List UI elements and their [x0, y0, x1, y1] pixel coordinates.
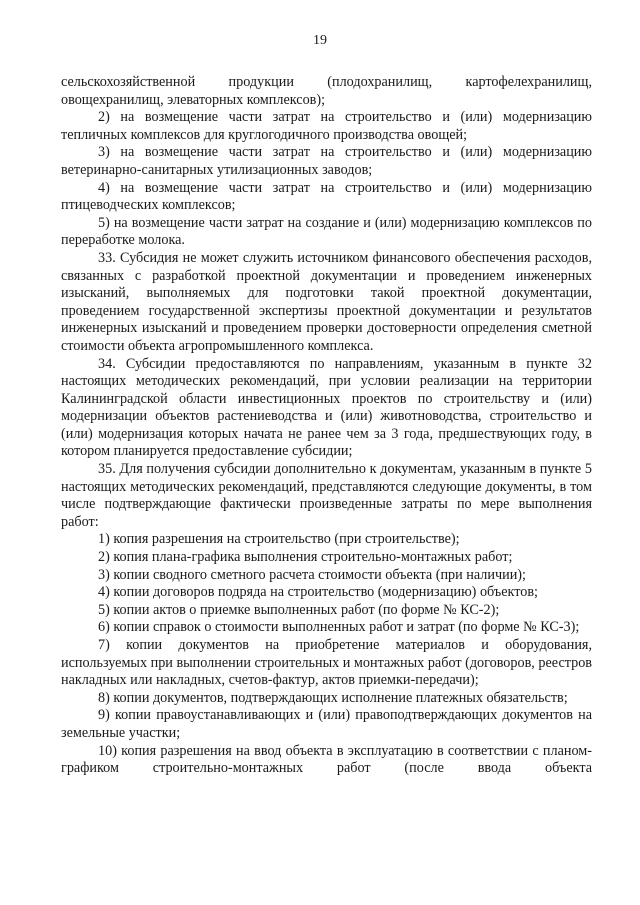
document-item-5: 5) копии актов о приемке выполненных работ (по форме № КС-2);: [98, 601, 500, 618]
paragraph-continuation: сельскохозяйственной продукции (плодохранилищ, картофелехранилищ, овощехранилищ, элеваторных комплексов);: [61, 74, 592, 108]
document-item-6: 6) копии справок о стоимости выполненных работ и затрат (по форме № КС-3);: [98, 619, 580, 636]
clause-34: 34. Субсидии предоставляются по направлениям, указанным в пункте 32 настоящих методических рекомендаций, при условии реализации на территории Калининградской области инвестиционных проектов по строительству и (или) модернизации объектов растениеводства и (или) животноводства, строительство и (или) модернизация которых начата не ранее чем за 3 года, предшествующих году, в котором планируется предоставление субсидии;: [61, 355, 592, 460]
document-item-9: 9) копии правоустанавливающих и (или) правоподтверждающих документов на земельные участки;: [61, 707, 592, 741]
list-item-4: 4) на возмещение части затрат на строительство и (или) модернизацию птицеводческих комплексов;: [61, 179, 592, 214]
document-body: [61, 74, 592, 778]
document-item-2: 2) копия плана-графика выполнения строительно-монтажных работ;: [98, 549, 513, 566]
document-item-7: 7) копии документов на приобретение материалов и оборудования, используемых при выполнении строительных и монтажных работ (договоров, реестров накладных или накладных, счетов-фактур, актов приемки-передачи);: [61, 637, 592, 689]
clause-33: 33. Субсидия не может служить источником финансового обеспечения расходов, связанных с разработкой проектной документации и проведением инженерных изысканий, выполняемых для подготовки такой проектной документации, проведением государственной экспертизы проектной документации и результатов инженерных изысканий и проведением проверки достоверности определения сметной стоимости объекта агропромышленного комплекса.: [61, 249, 592, 354]
page-number: 19: [313, 33, 327, 48]
document-item-10: 10) копия разрешения на ввод объекта в эксплуатацию в соответствии с планом-графиком строительно-монтажных работ (после ввода объекта: [61, 742, 592, 777]
document-item-3: 3) копии сводного сметного расчета стоимости объекта (при наличии);: [98, 566, 526, 583]
document-item-1: 1) копия разрешения на строительство (при строительстве);: [98, 531, 460, 548]
list-item-3: 3) на возмещение части затрат на строительство и (или) модернизацию ветеринарно-санитарных утилизационных заводов;: [61, 144, 592, 178]
document-item-4: 4) копии договоров подряда на строительство (модернизацию) объектов;: [98, 584, 538, 601]
list-item-5: 5) на возмещение части затрат на создание и (или) модернизацию комплексов по переработке молока.: [61, 214, 592, 249]
clause-35: 35. Для получения субсидии дополнительно к документам, указанным в пункте 5 настоящих методических рекомендаций, представляются следующие документы, в том числе подтверждающие фактически произведенные затраты по мере выполнения работ:: [61, 461, 592, 530]
document-item-8: 8) копии документов, подтверждающих исполнение платежных обязательств;: [98, 689, 568, 706]
list-item-2: 2) на возмещение части затрат на строительство и (или) модернизацию тепличных комплексов для круглогодичного производства овощей;: [61, 109, 592, 143]
